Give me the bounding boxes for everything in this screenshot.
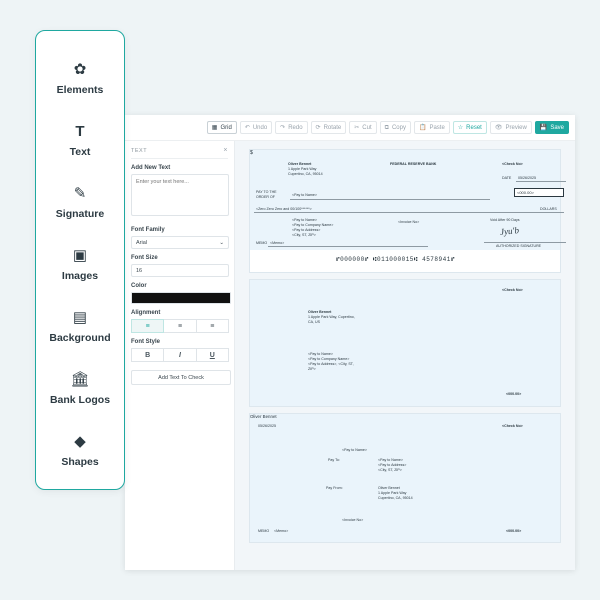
check1-pay-to-label: PAY TO THE <box>256 190 277 194</box>
tool-rail <box>35 30 125 490</box>
app-window <box>125 115 575 570</box>
bank-logos-icon: 🏛 <box>70 370 90 388</box>
check2-amount-value: <000.00> <box>506 392 522 396</box>
toolbar <box>125 115 575 141</box>
align-right-button[interactable] <box>197 319 229 333</box>
star-icon: ☆ <box>457 124 464 131</box>
toolbar-rotate-label: Rotate <box>323 124 342 131</box>
toolbar-paste-label: Paste <box>429 124 445 131</box>
check2-addr-3: <Pay to Address>, <City, ST, <box>308 362 354 366</box>
check1-payee-rule <box>290 199 490 200</box>
check-preview-3[interactable] <box>249 413 561 543</box>
elements-icon: ✿ <box>73 60 87 78</box>
sidebar-item-bank-logos[interactable] <box>35 357 125 419</box>
check1-pay-to-value: <Pay to Name> <box>292 193 317 197</box>
bold-button[interactable]: B <box>131 348 164 362</box>
check1-check-no: <Check No> <box>502 162 523 166</box>
sidebar-item-shapes[interactable] <box>35 419 125 481</box>
check2-payer-name: Oliver Bennet <box>308 310 332 314</box>
check1-signature-label: AUTHORIZED SIGNATURE <box>496 244 542 248</box>
undo-icon: ↶ <box>244 124 250 131</box>
toolbar-copy-label: Copy <box>391 124 406 131</box>
check1-order-of-label: ORDER OF <box>256 195 275 199</box>
chevron-down-icon: ⌄ <box>219 239 224 246</box>
check1-date-value: 05/26/2025 <box>518 176 536 180</box>
toolbar-paste-button[interactable] <box>414 121 450 134</box>
toolbar-reset-button[interactable] <box>453 121 487 134</box>
new-text-input[interactable] <box>131 174 229 216</box>
check1-date-label: DATE <box>502 176 512 180</box>
align-left-button[interactable] <box>131 319 164 333</box>
check3-pay-from-field: Pay From: <box>326 486 343 490</box>
grid-icon: ▦ <box>211 124 218 131</box>
toolbar-redo-button[interactable] <box>275 121 307 134</box>
font-family-select[interactable] <box>131 236 229 249</box>
toolbar-copy-button[interactable] <box>380 121 411 134</box>
check3-pay-to-name: <Pay to Name> <box>342 448 367 452</box>
check1-amount-symbol: $ <box>250 150 253 156</box>
shapes-icon: ◆ <box>74 432 86 450</box>
toolbar-redo-label: Redo <box>288 124 303 131</box>
save-icon: 💾 <box>539 124 548 131</box>
toolbar-preview-button[interactable] <box>490 121 532 134</box>
check1-memo-value: <Memo> <box>270 241 285 245</box>
check3-check-no: <Check No> <box>502 424 523 428</box>
check1-amount-box[interactable] <box>514 188 564 197</box>
check1-addr-4: <City, ST, ZIP> <box>292 233 316 237</box>
toolbar-cut-label: Cut <box>362 124 372 131</box>
sidebar-label-signature: Signature <box>55 207 105 220</box>
text-properties-panel <box>125 141 235 570</box>
check1-amount-value: <000.00> <box>517 190 534 195</box>
check1-amount-words: <Zero Zero Zero and 00/100******> <box>256 207 312 211</box>
check1-memo-label: MEMO <box>256 241 268 245</box>
check3-pay-to-line-1: <Pay to Name> <box>378 458 403 462</box>
sidebar-item-images[interactable] <box>35 233 125 295</box>
background-icon: ▤ <box>72 308 88 326</box>
check1-memo-rule <box>268 246 428 247</box>
check3-memo-value: <Memo> <box>274 529 289 533</box>
images-icon: ▣ <box>72 246 88 264</box>
check3-invoice-no: <Invoice No> <box>342 518 364 522</box>
check2-addr-1: <Pay to Name> <box>308 352 333 356</box>
check1-payer-name: Oliver Bennet <box>288 162 312 166</box>
check2-payer-addr1: 1 Apple Park Way, Cupertino, <box>308 315 355 319</box>
check2-addr-2: <Pay to Company Name> <box>308 357 350 361</box>
check3-pay-to-line-2: <Pay to Address> <box>378 463 407 467</box>
toolbar-undo-button[interactable] <box>240 121 272 134</box>
redo-icon: ↷ <box>280 124 286 131</box>
properties-header <box>131 147 228 159</box>
sidebar-label-text: Text <box>69 145 91 158</box>
color-label: Color <box>131 283 147 289</box>
align-left-icon: ≡ <box>145 322 150 330</box>
font-family-value: Arial <box>136 239 148 246</box>
font-size-label: Font Size <box>131 255 158 261</box>
check3-pay-to-line-3: <City, ST, ZIP> <box>378 468 402 472</box>
check3-pay-from-line-3: Cupertino, CA, 95014 <box>378 496 413 500</box>
check1-addr-2: <Pay to Company Name> <box>292 223 334 227</box>
sidebar-item-text[interactable] <box>35 109 125 171</box>
toolbar-cut-button[interactable] <box>349 121 376 134</box>
toolbar-grid-label: Grid <box>220 124 232 131</box>
align-center-icon: ≡ <box>177 322 183 330</box>
sidebar-item-elements[interactable] <box>35 47 125 109</box>
font-size-value: 16 <box>136 267 143 274</box>
check1-addr-1: <Pay to Name> <box>292 218 317 222</box>
check2-addr-4: ZIP> <box>308 367 316 371</box>
eye-icon: 👁 <box>494 124 503 131</box>
sidebar-label-elements: Elements <box>56 83 104 96</box>
font-family-label: Font Family <box>131 227 165 233</box>
sidebar-label-background: Background <box>49 331 111 344</box>
toolbar-undo-label: Undo <box>252 124 268 131</box>
check1-date-rule <box>516 181 566 182</box>
sidebar-item-signature[interactable] <box>35 171 125 233</box>
check1-payer-addr2: Cupertino, CA, 95014 <box>288 172 323 176</box>
toolbar-rotate-button[interactable] <box>311 121 347 134</box>
font-style-group <box>131 348 229 362</box>
check3-pay-from-line-1: Oliver Bennet <box>378 486 400 490</box>
check3-pay-to-field: Pay To: <box>328 458 340 462</box>
check2-payer-addr2: CA, US <box>308 320 320 324</box>
check1-bank-name: FEDERAL RESERVE BANK <box>390 162 437 166</box>
copy-icon: ⧉ <box>384 124 389 131</box>
check3-footer-name: Oliver Bennet <box>250 414 277 419</box>
check3-date-value: 05/26/2025 <box>258 424 276 428</box>
align-center-button[interactable] <box>164 319 196 333</box>
check1-invoice-no: <Invoice No> <box>398 220 420 224</box>
check1-addr-3: <Pay to Address> <box>292 228 321 232</box>
check2-check-no: <Check No> <box>502 288 523 292</box>
check3-amount-value: <000.00> <box>506 529 522 533</box>
check1-micr-line: ⑈000000⑈ ⑆011000015⑆ 4578941⑈ <box>336 256 455 263</box>
sidebar-item-background[interactable] <box>35 295 125 357</box>
toolbar-reset-label: Reset <box>466 124 482 131</box>
sidebar-label-shapes: Shapes <box>61 455 99 468</box>
check3-pay-from-line-2: 1 Apple Park Way <box>378 491 407 495</box>
add-new-text-label: Add New Text <box>131 165 171 171</box>
check3-memo-label: MEMO <box>258 529 270 533</box>
align-right-icon: ≡ <box>210 322 215 330</box>
check-preview-2[interactable] <box>249 279 561 407</box>
italic-button[interactable]: I <box>164 348 196 362</box>
alignment-label: Alignment <box>131 310 161 316</box>
check1-payer-addr1: 1 Apple Park Way <box>288 167 317 171</box>
check1-signature-rule <box>484 242 566 243</box>
toolbar-grid-button[interactable] <box>207 121 237 134</box>
text-icon: T <box>75 122 85 140</box>
toolbar-save-button[interactable] <box>535 121 569 134</box>
signature-icon: ✎ <box>73 184 87 202</box>
properties-title: TEXT <box>131 147 148 154</box>
scissors-icon: ✂ <box>354 124 360 131</box>
toolbar-save-label: Save <box>550 124 564 131</box>
add-text-to-check-button[interactable]: Add Text To Check <box>131 370 231 385</box>
font-style-label: Font Style <box>131 339 161 345</box>
check-canvas[interactable] <box>235 141 575 570</box>
rotate-icon: ⟳ <box>315 124 321 131</box>
sidebar-label-images: Images <box>61 269 99 282</box>
font-size-input[interactable] <box>131 264 229 277</box>
sidebar-label-bank-logos: Bank Logos <box>49 393 111 406</box>
underline-button[interactable]: U <box>197 348 229 362</box>
check1-void-text: Void After 90 Days <box>490 218 520 222</box>
check1-dollars-label: DOLLARS <box>540 207 557 211</box>
clipboard-icon: 📋 <box>418 124 427 131</box>
check1-words-rule <box>254 212 564 213</box>
alignment-group <box>131 319 229 333</box>
color-swatch[interactable] <box>131 292 231 304</box>
toolbar-preview-label: Preview <box>505 124 527 131</box>
check-preview-1[interactable] <box>249 149 561 273</box>
close-icon[interactable]: × <box>223 147 228 154</box>
check1-signature: Jyu'b <box>499 225 520 237</box>
